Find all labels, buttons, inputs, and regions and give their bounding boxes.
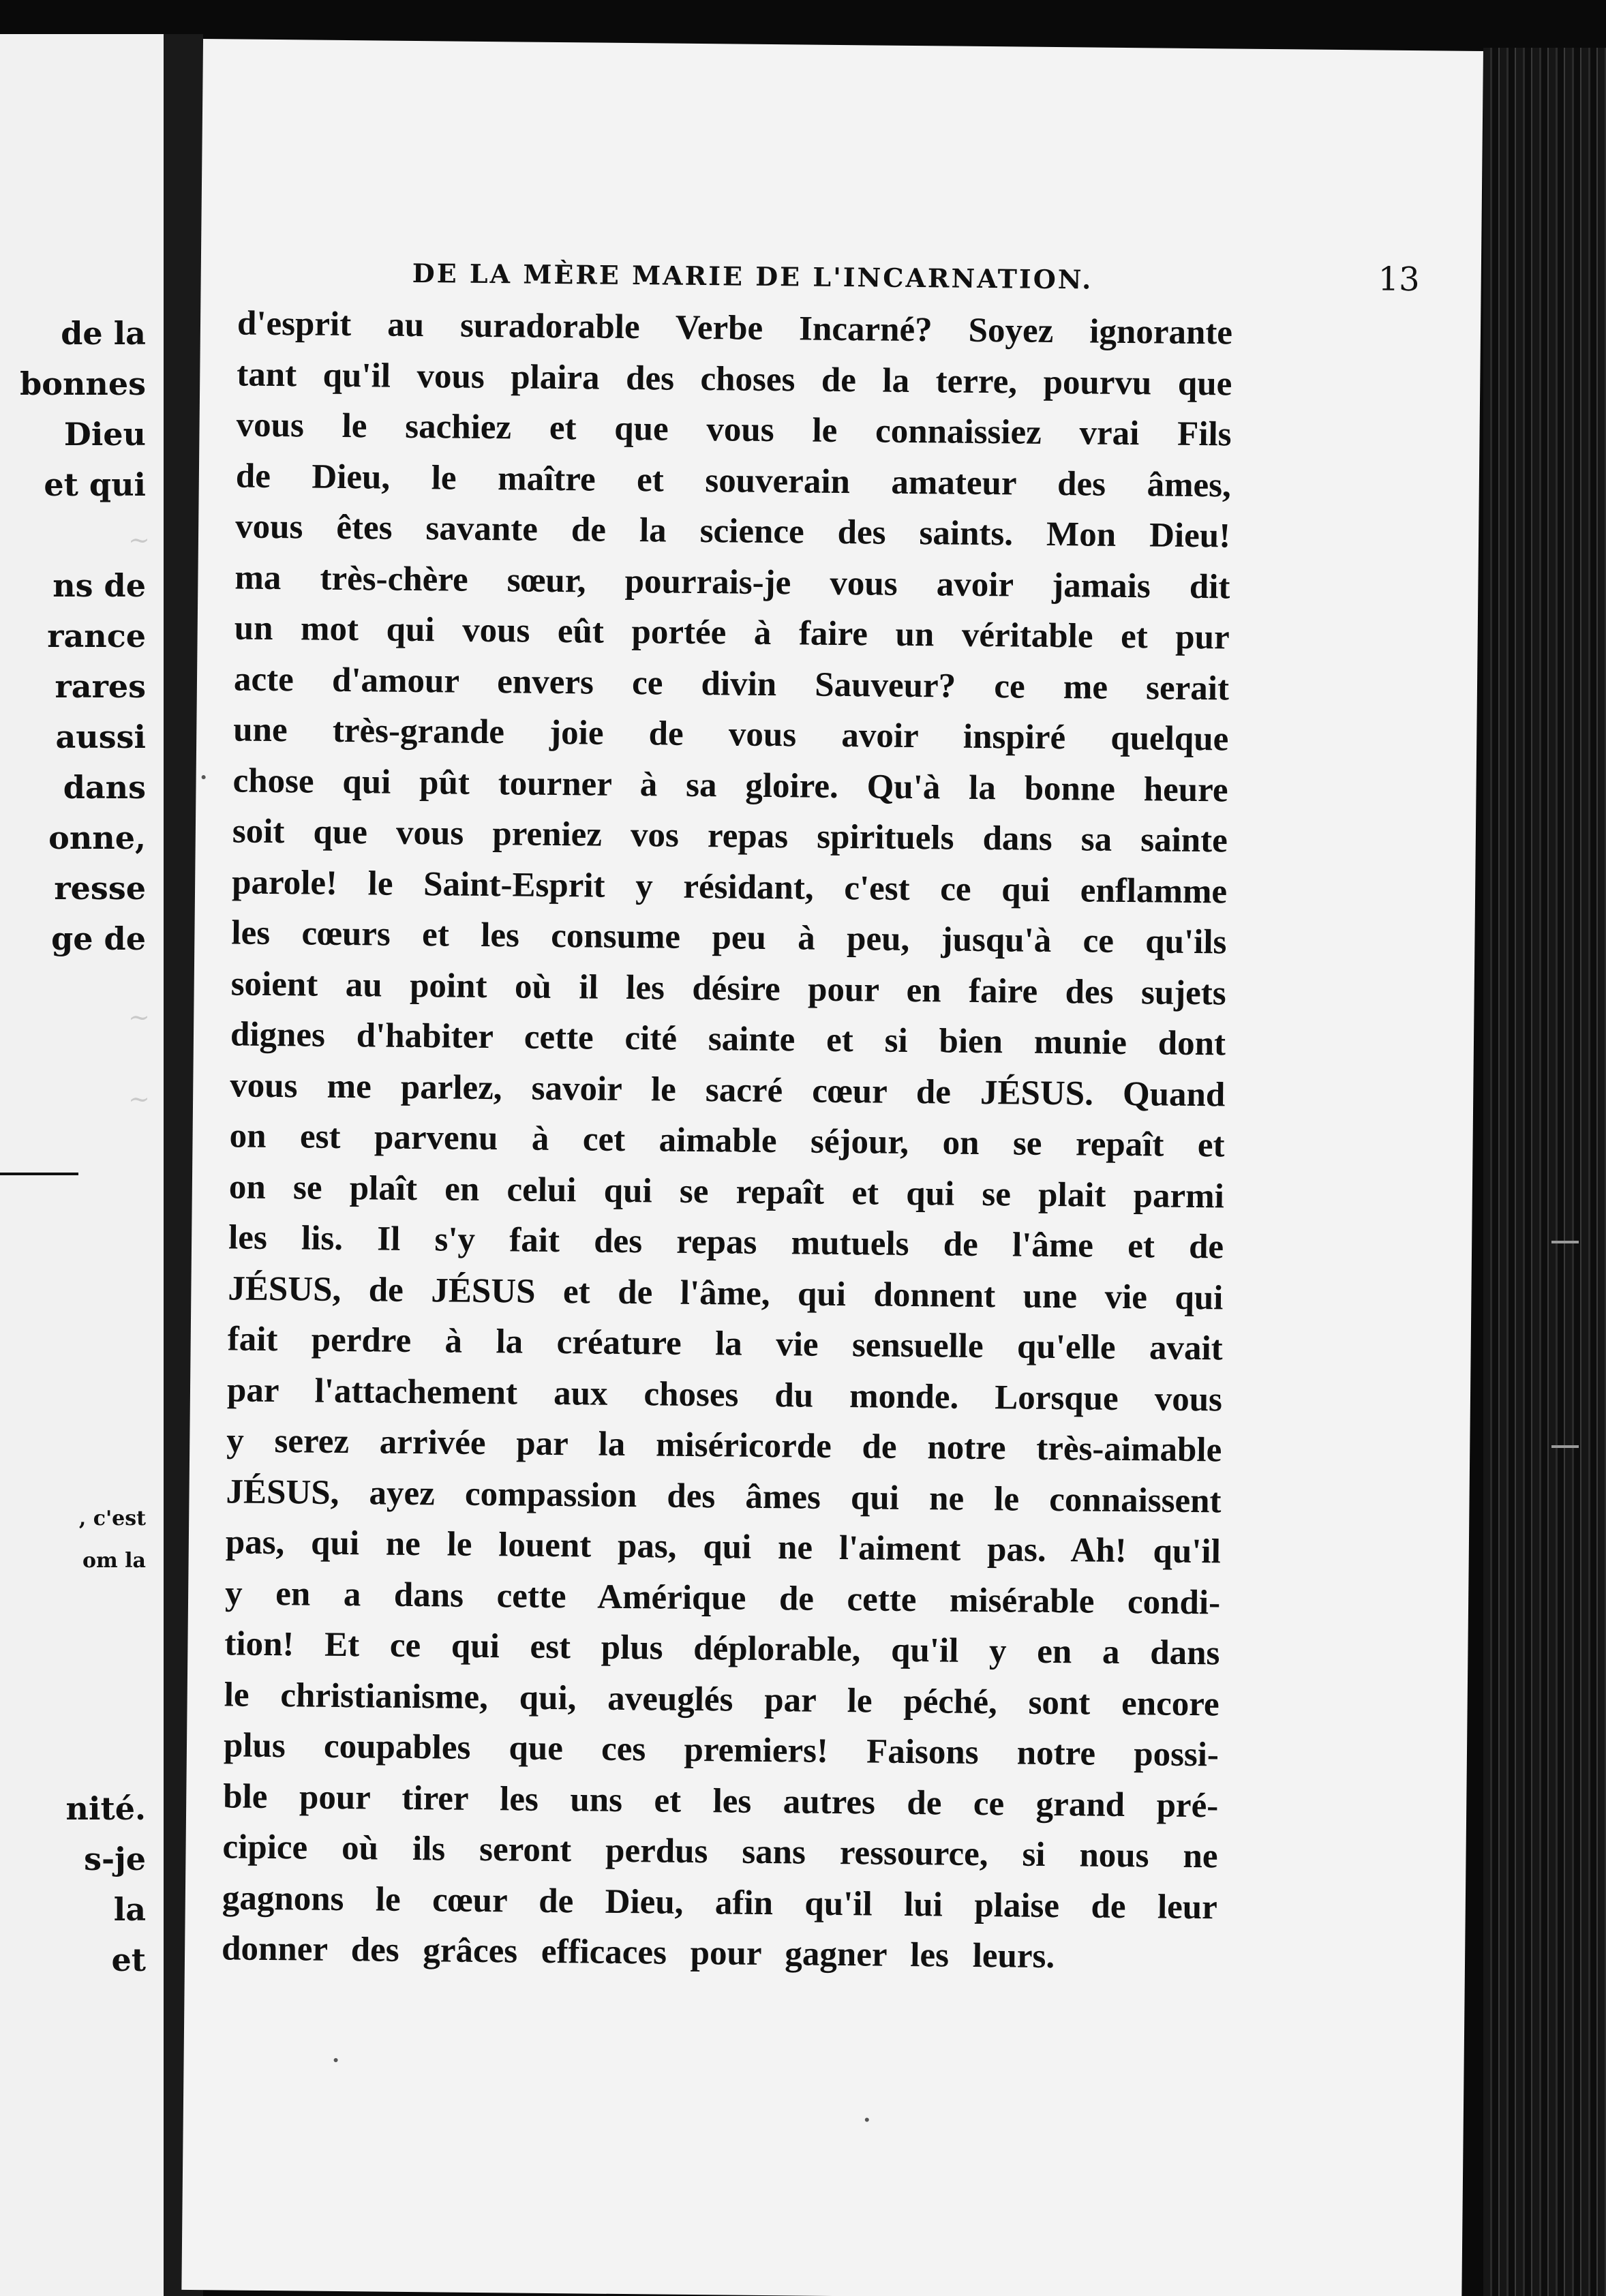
footnote-rule xyxy=(0,1173,78,1175)
left-page-fragment: s-je xyxy=(84,1841,146,1877)
body-text xyxy=(222,298,1233,1983)
left-page-fragment: de la xyxy=(61,315,146,352)
left-neighbour-page xyxy=(0,34,164,2296)
text-line: vous me parlez, savoir le sacré cœur de JÉSUS. Quand xyxy=(230,1066,1226,1114)
text-line: acte d'amour envers ce divin Sauveur? ce me serait xyxy=(233,659,1230,708)
paper-speck xyxy=(334,2058,338,2062)
text-line: de Dieu, le maître et souverain amateur des âmes, xyxy=(235,456,1232,504)
text-line: chose qui pût tourner à sa gloire. Qu'à la bonne heure xyxy=(232,761,1228,809)
text-line: vous êtes savante de la science des saints. Mon Dieu! xyxy=(234,507,1231,556)
text-line: fait perdre à la créature la vie sensuelle qu'elle avait xyxy=(227,1320,1223,1368)
paper-speck xyxy=(865,2117,869,2121)
text-line: soient au point où il les désire pour en faire des sujets xyxy=(230,964,1226,1012)
text-line: par l'attachement aux choses du monde. Lorsque vous xyxy=(226,1370,1223,1419)
text-line: tion! Et ce qui est plus déplorable, qu'il y en a dans xyxy=(224,1625,1220,1673)
left-page-fragment: aussi xyxy=(55,719,146,755)
text-line: dignes d'habiter cette cité sainte et si bien munie dont xyxy=(230,1015,1226,1063)
text-line: JÉSUS, ayez compassion des âmes qui ne le connaissent xyxy=(226,1472,1222,1520)
text-line: JÉSUS, de JÉSUS et de l'âme, qui donnent une vie qui xyxy=(228,1269,1224,1317)
text-line: les cœurs et les consume peu à peu, jusqu'à ce qu'ils xyxy=(231,913,1227,962)
edge-mark xyxy=(1551,1445,1579,1448)
edge-mark xyxy=(1551,1241,1579,1243)
text-line: le christianisme, qui, aveuglés par le péché, sont encore xyxy=(224,1675,1219,1723)
paper-speck xyxy=(202,775,206,779)
left-page-fragment: et xyxy=(111,1942,146,1978)
left-page-fragment: bonnes xyxy=(20,365,146,402)
book-page xyxy=(181,39,1483,2296)
left-page-fragment: onne, xyxy=(48,819,146,856)
text-line: soit que vous preniez vos repas spirituels dans sa sainte xyxy=(232,812,1228,860)
text-line: y serez arrivée par la miséricorde de notre très-aimable xyxy=(226,1421,1222,1470)
text-line: y en a dans cette Amérique de cette misérable condi- xyxy=(224,1573,1221,1622)
left-page-fragment: dans xyxy=(63,769,146,806)
text-line: parole! le Saint-Esprit y résidant, c'est ce qui enflamme xyxy=(231,862,1228,911)
page-number: 13 xyxy=(1378,260,1421,299)
bleed-through-text: ~ xyxy=(128,525,150,555)
text-line: gagnons le cœur de Dieu, afin qu'il lui plaise de leur xyxy=(222,1878,1218,1927)
text-line: on se plaît en celui qui se repaît et qui se plait parmi xyxy=(228,1167,1225,1215)
left-page-fragment: resse xyxy=(54,870,146,907)
text-line: pas, qui ne le louent pas, qui ne l'aiment pas. Ah! qu'il xyxy=(225,1523,1222,1571)
bleed-through-text: ~ xyxy=(128,1002,150,1032)
book-fore-edge xyxy=(1483,48,1606,2296)
text-line: plus coupables que ces premiers! Faisons notre possi- xyxy=(223,1726,1219,1774)
text-line: cipice où ils seront perdus sans ressource, si nous ne xyxy=(222,1828,1218,1876)
left-page-fragment: Dieu xyxy=(63,416,146,453)
text-line: une très-grande joie de vous avoir inspiré quelque xyxy=(233,710,1229,759)
text-line: on est parvenu à cet aimable séjour, on se repaît et xyxy=(229,1117,1225,1165)
running-head: DE LA MÈRE MARIE DE L'INCARNATION. xyxy=(412,257,1093,295)
left-page-footnote-fragment: om la xyxy=(82,1549,146,1573)
left-page-fragment: et qui xyxy=(44,466,146,503)
left-page-footnote-fragment: , c'est xyxy=(78,1507,146,1530)
text-line: donner des grâces efficaces pour gagner les leurs. xyxy=(221,1929,1055,1976)
text-line: ble pour tirer les uns et les autres de ce grand pré- xyxy=(223,1777,1219,1825)
bleed-through-text: ~ xyxy=(128,1084,150,1114)
left-page-fragment: rance xyxy=(47,618,146,654)
text-line: tant qu'il vous plaira des choses de la terre, pourvu que xyxy=(237,354,1232,403)
left-page-fragment: la xyxy=(113,1891,146,1928)
left-page-fragment: nité. xyxy=(65,1790,146,1827)
left-page-fragment: ns de xyxy=(52,567,146,604)
text-line: les lis. Il s'y fait des repas mutuels de l'âme et de xyxy=(228,1218,1224,1267)
text-line: un mot qui vous eût portée à faire un véritable et pur xyxy=(234,609,1230,657)
text-line: vous le sachiez et que vous le connaissiez vrai Fils xyxy=(236,406,1232,454)
left-page-fragment: rares xyxy=(55,668,146,705)
text-line: d'esprit au suradorable Verbe Incarné? Soyez ignorante xyxy=(237,304,1233,352)
left-page-fragment: ge de xyxy=(51,920,146,957)
text-line: ma très-chère sœur, pourrais-je vous avoir jamais dit xyxy=(234,558,1230,606)
